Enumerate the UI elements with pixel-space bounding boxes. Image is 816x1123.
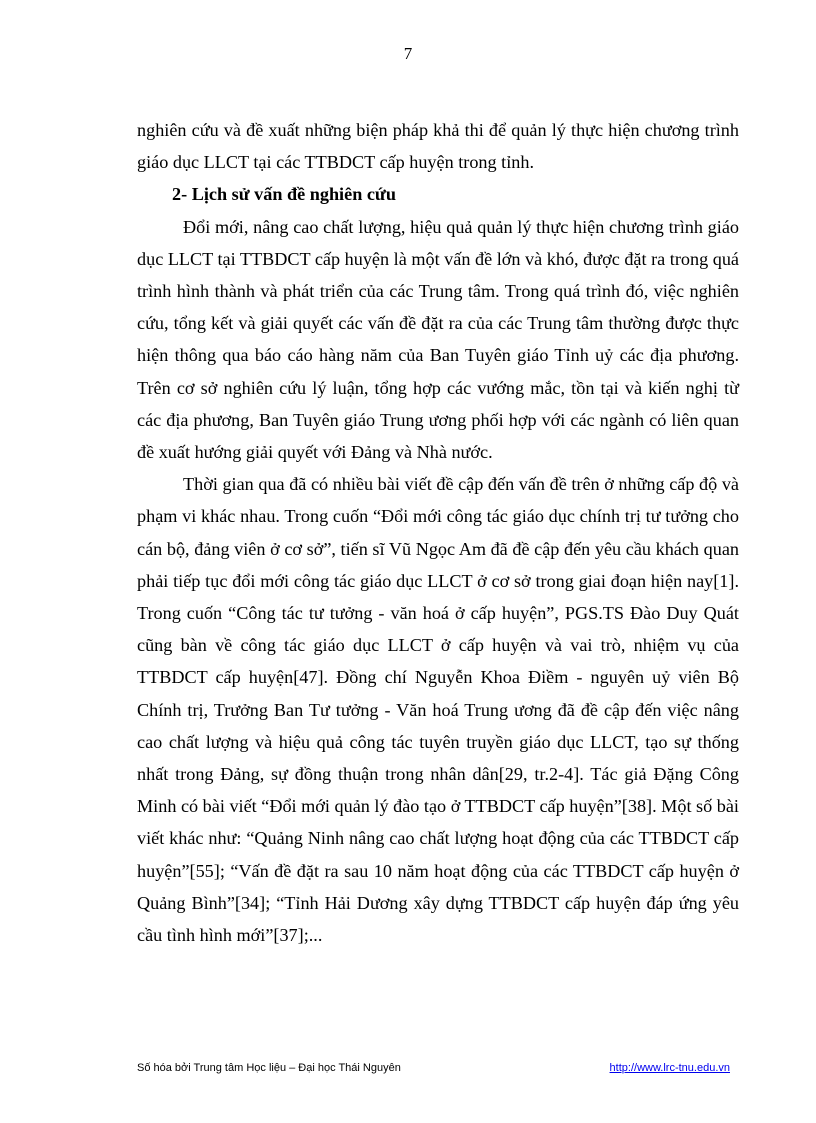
paragraph-literature-review: Thời gian qua đã có nhiều bài viết đề cập đến vấn đề trên ở những cấp độ và phạm vi khác nhau. Trong cuốn “Đổi mới công tác giáo dục chính trị tư tưởng cho cán bộ, đảng viên ở cơ sở”, tiến sĩ Vũ Ngọc Am đã đề cập đến yêu cầu khách quan phải tiếp tục đổi mới công tác giáo dục LLCT ở cơ sở trong giai đoạn hiện nay[1]. Trong cuốn “Công tác tư tưởng - văn hoá ở cấp huyện”, PGS.TS Đào Duy Quát cũng bàn về công tác giáo dục LLCT ở cấp huyện và vai trò, nhiệm vụ của TTBDCT cấp huyện[47]. Đồng chí Nguyễn Khoa Điềm - nguyên uỷ viên Bộ Chính trị, Trưởng Ban Tư tưởng - Văn hoá Trung ương đã đề cập đến việc nâng cao chất lượng và hiệu quả công tác tuyên truyền giáo dục LLCT, tạo sự thống nhất trong Đảng, sự đồng thuận trong nhân dân[29, tr.2-4]. Tác giả Đặng Công Minh có bài viết “Đổi mới quản lý đào tạo ở TTBDCT cấp huyện”[38]. Một số bài viết khác như: “Quảng Ninh nâng cao chất lượng hoạt động của các TTBDCT cấp huyện”[55]; “Vấn đề đặt ra sau 10 năm hoạt động của các TTBDCT cấp huyện ở Quảng Bình”[34]; “Tỉnh Hải Dương xây dựng TTBDCT cấp huyện đáp ứng yêu cầu tình hình mới”[37];... [137, 474, 739, 946]
paragraph-continuation: nghiên cứu và đề xuất những biện pháp khả thi để quản lý thực hiện chương trình giáo dục LLCT tại các TTBDCT cấp huyện trong tỉnh. [137, 120, 739, 173]
page-number: 7 [403, 44, 413, 63]
footer-credit: Số hóa bởi Trung tâm Học liệu – Đại học Thái Nguyên [137, 1062, 401, 1074]
body-text [137, 114, 739, 951]
paragraph-renewal: Đổi mới, nâng cao chất lượng, hiệu quả quản lý thực hiện chương trình giáo dục LLCT tại TTBDCT cấp huyện là một vấn đề lớn và khó, được đặt ra trong quá trình hình thành và phát triển của các Trung tâm. Trong quá trình đó, việc nghiên cứu, tổng kết và giải quyết các vấn đề đặt ra của các Trung tâm thường được thực hiện thông qua báo cáo hàng năm của Ban Tuyên giáo Tỉnh uỷ các địa phương. Trên cơ sở nghiên cứu lý luận, tổng hợp các vướng mắc, tồn tại và kiến nghị từ các địa phương, Ban Tuyên giáo Trung ương phối hợp với các ngành có liên quan đề xuất hướng giải quyết với Đảng và Nhà nước. [137, 216, 739, 463]
footer-link[interactable]: http://www.lrc-tnu.edu.vn [609, 1062, 730, 1074]
page-footer [137, 1062, 730, 1082]
section-heading: 2- Lịch sử vấn đề nghiên cứu [172, 184, 396, 205]
